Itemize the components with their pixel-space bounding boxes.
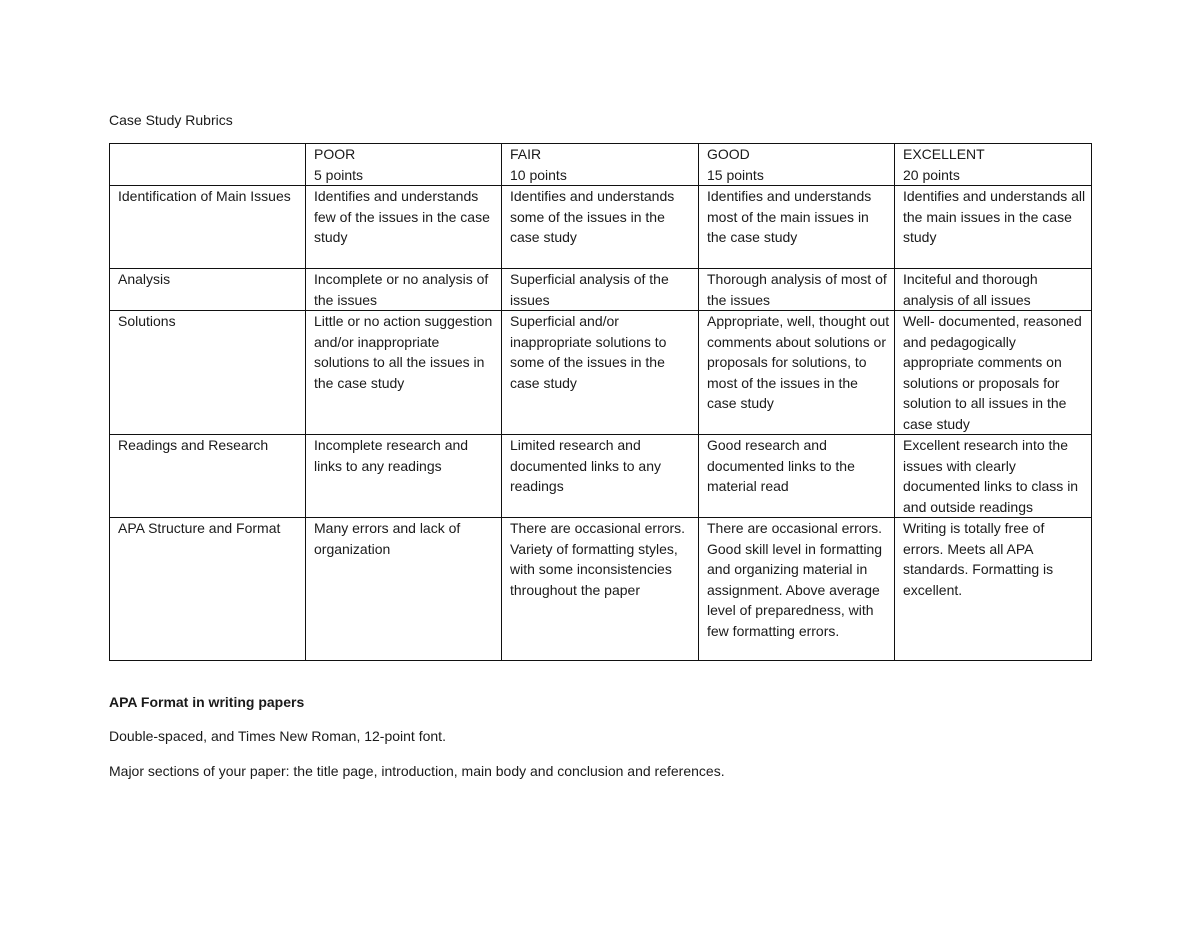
table-row: [110, 518, 1092, 661]
header-cell-poor: [306, 144, 502, 186]
header-points: 15 points: [707, 166, 764, 183]
table-row: [110, 311, 1092, 435]
header-cell-good: [699, 144, 895, 186]
header-points: 10 points: [510, 166, 567, 183]
rubric-cell: Identifies and understands few of the issues in the case study: [306, 186, 502, 269]
rubric-cell: Writing is totally free of errors. Meets all APA standards. Formatting is excellent.: [895, 518, 1092, 661]
rubric-cell: Incomplete research and links to any readings: [306, 435, 502, 518]
rubric-cell: Well- documented, reasoned and pedagogically appropriate comments on solutions or proposals for solution to all issues in the case study: [895, 311, 1092, 435]
rubric-cell: Identifies and understands some of the issues in the case study: [502, 186, 699, 269]
header-points: 20 points: [903, 166, 960, 183]
rubric-cell: There are occasional errors. Variety of formatting styles, with some inconsistencies throughout the paper: [502, 518, 699, 661]
table-row: [110, 269, 1092, 311]
apa-paragraph-sections: Major sections of your paper: the title page, introduction, main body and conclusion and references.: [109, 763, 725, 779]
rubric-cell: Incomplete or no analysis of the issues: [306, 269, 502, 311]
page-title: Case Study Rubrics: [109, 112, 233, 128]
table-row: [110, 435, 1092, 518]
criterion-cell: Readings and Research: [110, 435, 306, 518]
header-cell-excellent: [895, 144, 1092, 186]
header-level: EXCELLENT: [903, 146, 985, 162]
rubric-table: [109, 143, 1092, 661]
table-row: [110, 186, 1092, 269]
criterion-cell: Identification of Main Issues: [110, 186, 306, 269]
rubric-cell: Appropriate, well, thought out comments about solutions or proposals for solutions, to most of the issues in the case study: [699, 311, 895, 435]
criterion-cell: Solutions: [110, 311, 306, 435]
rubric-cell: There are occasional errors. Good skill level in formatting and organizing material in assignment. Above average level of preparedness, with few formatting errors.: [699, 518, 895, 661]
rubric-cell: Excellent research into the issues with clearly documented links to class in and outside readings: [895, 435, 1092, 518]
header-points: 5 points: [314, 166, 364, 183]
rubric-cell: Thorough analysis of most of the issues: [699, 269, 895, 311]
criterion-cell: APA Structure and Format: [110, 518, 306, 661]
header-cell-empty: [110, 144, 306, 186]
rubric-cell: Many errors and lack of organization: [306, 518, 502, 661]
header-cell-fair: [502, 144, 699, 186]
rubric-cell: Good research and documented links to the material read: [699, 435, 895, 518]
apa-section-heading: APA Format in writing papers: [109, 694, 305, 710]
rubric-cell: Superficial and/or inappropriate solutions to some of the issues in the case study: [502, 311, 699, 435]
header-level: POOR: [314, 146, 356, 162]
criterion-cell: Analysis: [110, 269, 306, 311]
rubric-cell: Little or no action suggestion and/or inappropriate solutions to all the issues in the case study: [306, 311, 502, 435]
header-level: GOOD: [707, 146, 750, 162]
rubric-cell: Superficial analysis of the issues: [502, 269, 699, 311]
apa-paragraph-font: Double-spaced, and Times New Roman, 12-point font.: [109, 728, 446, 744]
rubric-cell: Identifies and understands most of the main issues in the case study: [699, 186, 895, 269]
header-level: FAIR: [510, 146, 542, 162]
rubric-cell: Identifies and understands all the main issues in the case study: [895, 186, 1092, 269]
rubric-cell: Limited research and documented links to any readings: [502, 435, 699, 518]
table-header-row: [110, 144, 1092, 186]
rubric-cell: Inciteful and thorough analysis of all issues: [895, 269, 1092, 311]
